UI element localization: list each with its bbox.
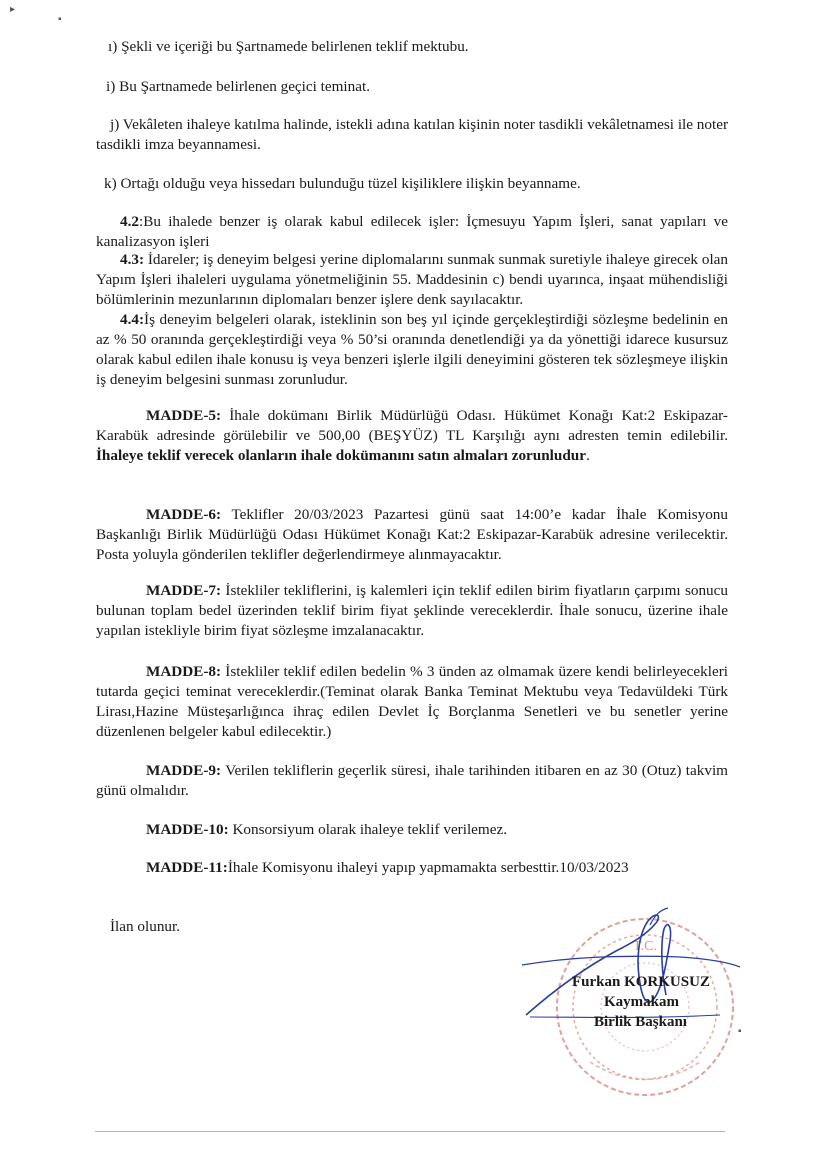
madde-5-bold-text: İhaleye teklif verecek olanların ihale dokümanını satın almaları zorunludur [96,447,586,464]
madde-6-label: MADDE-6: [146,506,222,523]
madde-9-label: MADDE-9: [146,762,222,779]
article-4-2 [96,212,728,252]
article-madde-6 [96,505,728,565]
scan-dot-icon: ▪ [58,14,62,25]
article-madde-5 [96,406,728,466]
list-item-k: k) Ortağı olduğu veya hissedarı bulunduğu tüzel kişiliklere ilişkin beyanname. [104,175,581,192]
madde-5-tail: . [585,447,590,464]
list-item-j: j) Vekâleten ihaleye katılma halinde, istekli adına katılan kişinin noter tasdikli vekâletnamesi ile noter tasdikli imza beyannamesi. [96,116,728,153]
list-item-i-dotless: ı) Şekli ve içeriği bu Şartnamede belirlenen teklif mektubu. [108,38,469,55]
article-madde-7 [96,581,728,641]
article-madde-11 [146,858,736,878]
madde-8-text: İstekliler teklif edilen bedelin % 3 ünden az olmamak üzere kendi belirleyecekleri tutarda geçici teminat vereceklerdir.(Teminat olarak Banka Teminat Mektubu veya Tedavüldeki Türk Lirası,Hazine Müsteşarlığınca ihraç edilen Devlet İç Borçlanma Senetleri ve bu senetler yerine düzenlenen belgeler kabul edilecektir.) [96,663,728,740]
article-4-4-text: İş deneyim belgeleri olarak, isteklinin son beş yıl içinde gerçekleştirdiği sözleşme bedelinin en az % 50 oranında gerçekleştirdiği veya % 50’si oranında denetlendiği ya da yönettiği idarece kusursuz olarak kabul edilen ihale konusu iş veya benzeri işlerle ilgili deneyimini gösteren tek sözleşmeye ilişkin iş deneyim belgesini sunması zorunludur. [96,311,728,388]
article-4-2-label: 4.2 [120,213,139,230]
madde-5-text: İhale dokümanı Birlik Müdürlüğü Odası. Hükümet Konağı Kat:2 Eskipazar-Karabük adresinde görülebilir ve 500,00 (BEŞYÜZ) TL Karşılığı aynı adresten temin edilebilir. [96,407,728,444]
article-4-3-text: İdareler; iş deneyim belgesi yerine diplomalarını sunmak sunmak suretiyle ihaleye girecek olan Yapım İşleri ihaleleri uygulama yönetmeliğinin 55. Maddesinin c) bendi uyarınca, inşaat mühendisliği bölümlerinin mezunlarının diplomaları benzer işlere denk sayılacaktır. [96,251,728,308]
signatory-name: Furkan KORKUSUZ [572,974,710,990]
footer-divider [95,1131,725,1132]
closing-text: İlan olunur. [110,918,181,935]
madde-11-text: İhale Komisyonu ihaleyi yapıp yapmamakta serbesttir.10/03/2023 [227,859,629,876]
madde-7-label: MADDE-7: [146,582,222,599]
article-4-3 [96,250,728,310]
madde-11-label: MADDE-11: [146,859,228,876]
madde-10-text: Konsorsiyum olarak ihaleye teklif verilemez. [228,821,508,838]
madde-10-label: MADDE-10: [146,821,229,838]
signatory-title: Kaymakam [604,994,679,1010]
article-4-4 [96,310,728,390]
madde-9-text: Verilen tekliflerin geçerlik süresi, ihale tarihinden itibaren en az 30 (Otuz) takvim günü olmalıdır. [96,762,728,799]
article-4-4-label: 4.4: [120,311,145,328]
article-madde-10 [146,820,736,840]
article-4-3-label: 4.3: [120,251,145,268]
scan-mark-icon: ▸ [10,4,16,15]
seal-text: T.C. [633,939,657,954]
scan-dot-icon: ▪ [738,1026,742,1037]
madde-6-text: Teklifler 20/03/2023 Pazartesi günü saat 14:00’e kadar İhale Komisyonu Başkanlığı Birlik Müdürlüğü Odası Hükümet Konağı Kat:2 Eskipazar-Karabük adresine verilecektir. Posta yoluyla gönderilen teklifler değerlendirmeye alınmayacaktır. [96,506,728,563]
article-madde-9 [96,761,728,801]
signatory-role: Birlik Başkanı [594,1014,687,1030]
list-item-i: i) Bu Şartnamede belirlenen geçici teminat. [106,78,370,95]
madde-5-label: MADDE-5: [146,407,222,424]
madde-8-label: MADDE-8: [146,663,222,680]
article-madde-8 [96,662,728,742]
madde-7-text: İstekliler tekliflerini, iş kalemleri için teklif edilen birim fiyatların çarpımı sonucu bulunan toplam bedel üzerinden teklif birim fiyat şeklinde vereceklerdir. İhale sonucu, üzerine ihale yapılan istekliyle birim fiyat sözleşme imzalanacaktır. [96,582,728,639]
article-4-2-text: :Bu ihalede benzer iş olarak kabul edilecek işler: İçmesuyu Yapım İşleri, sanat yapıları ve kanalizasyon işleri [96,213,728,250]
